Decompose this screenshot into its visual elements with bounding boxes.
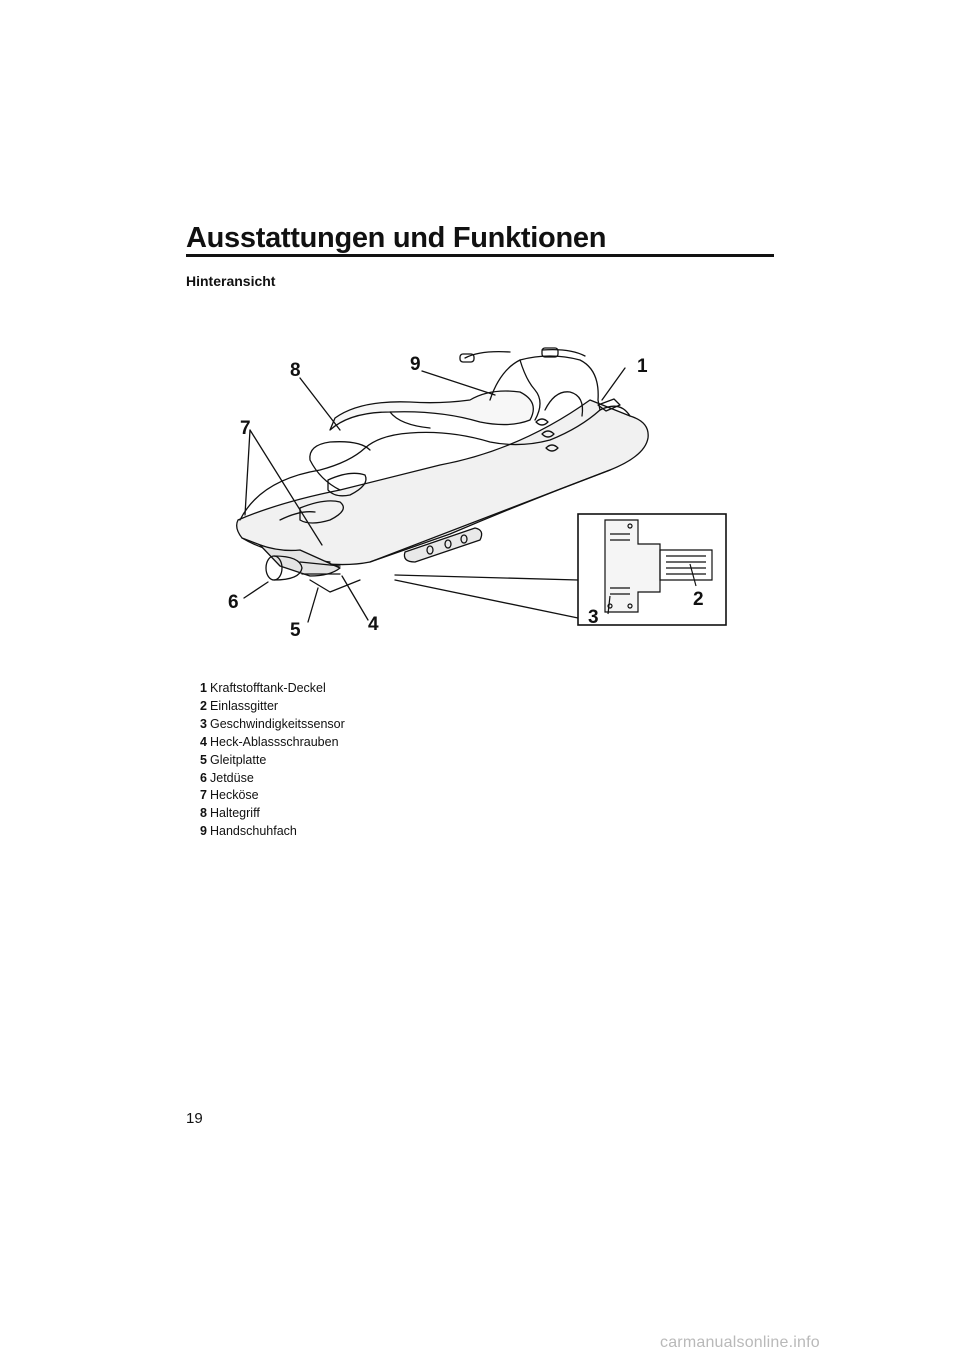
callout-3: 3: [588, 607, 599, 628]
callout-4: 4: [368, 614, 379, 635]
page-number: 19: [186, 1110, 203, 1127]
legend-item: 9 Handschuhfach: [200, 824, 297, 839]
watercraft-illustration: [190, 330, 750, 650]
callout-9: 9: [410, 354, 421, 375]
legend-item: 7 Hecköse: [200, 788, 259, 803]
page-title: Ausstattungen und Funktionen: [186, 222, 607, 254]
callout-2: 2: [693, 589, 704, 610]
section-heading: Hinteransicht: [186, 273, 276, 289]
callout-7: 7: [240, 418, 251, 439]
legend-item: 1 Kraftstofftank-Deckel: [200, 681, 326, 695]
legend-item: 3 Geschwindigkeitssensor: [200, 716, 345, 731]
watercraft-rear-view-figure: [190, 330, 750, 650]
watermark: carmanualsonline.info: [660, 1334, 820, 1351]
parts-legend: [200, 680, 345, 841]
legend-item: 5 Gleitplatte: [200, 752, 267, 767]
callout-5: 5: [290, 620, 301, 641]
legend-item: 4 Heck-Ablassschrauben: [200, 734, 339, 749]
callout-1: 1: [637, 356, 648, 377]
callout-6: 6: [228, 592, 239, 613]
callout-8: 8: [290, 360, 301, 381]
title-rule: [186, 254, 774, 257]
legend-item: 2 Einlassgitter: [200, 698, 279, 713]
legend-item: 6 Jetdüse: [200, 770, 254, 785]
legend-item: 8 Haltegriff: [200, 806, 260, 821]
